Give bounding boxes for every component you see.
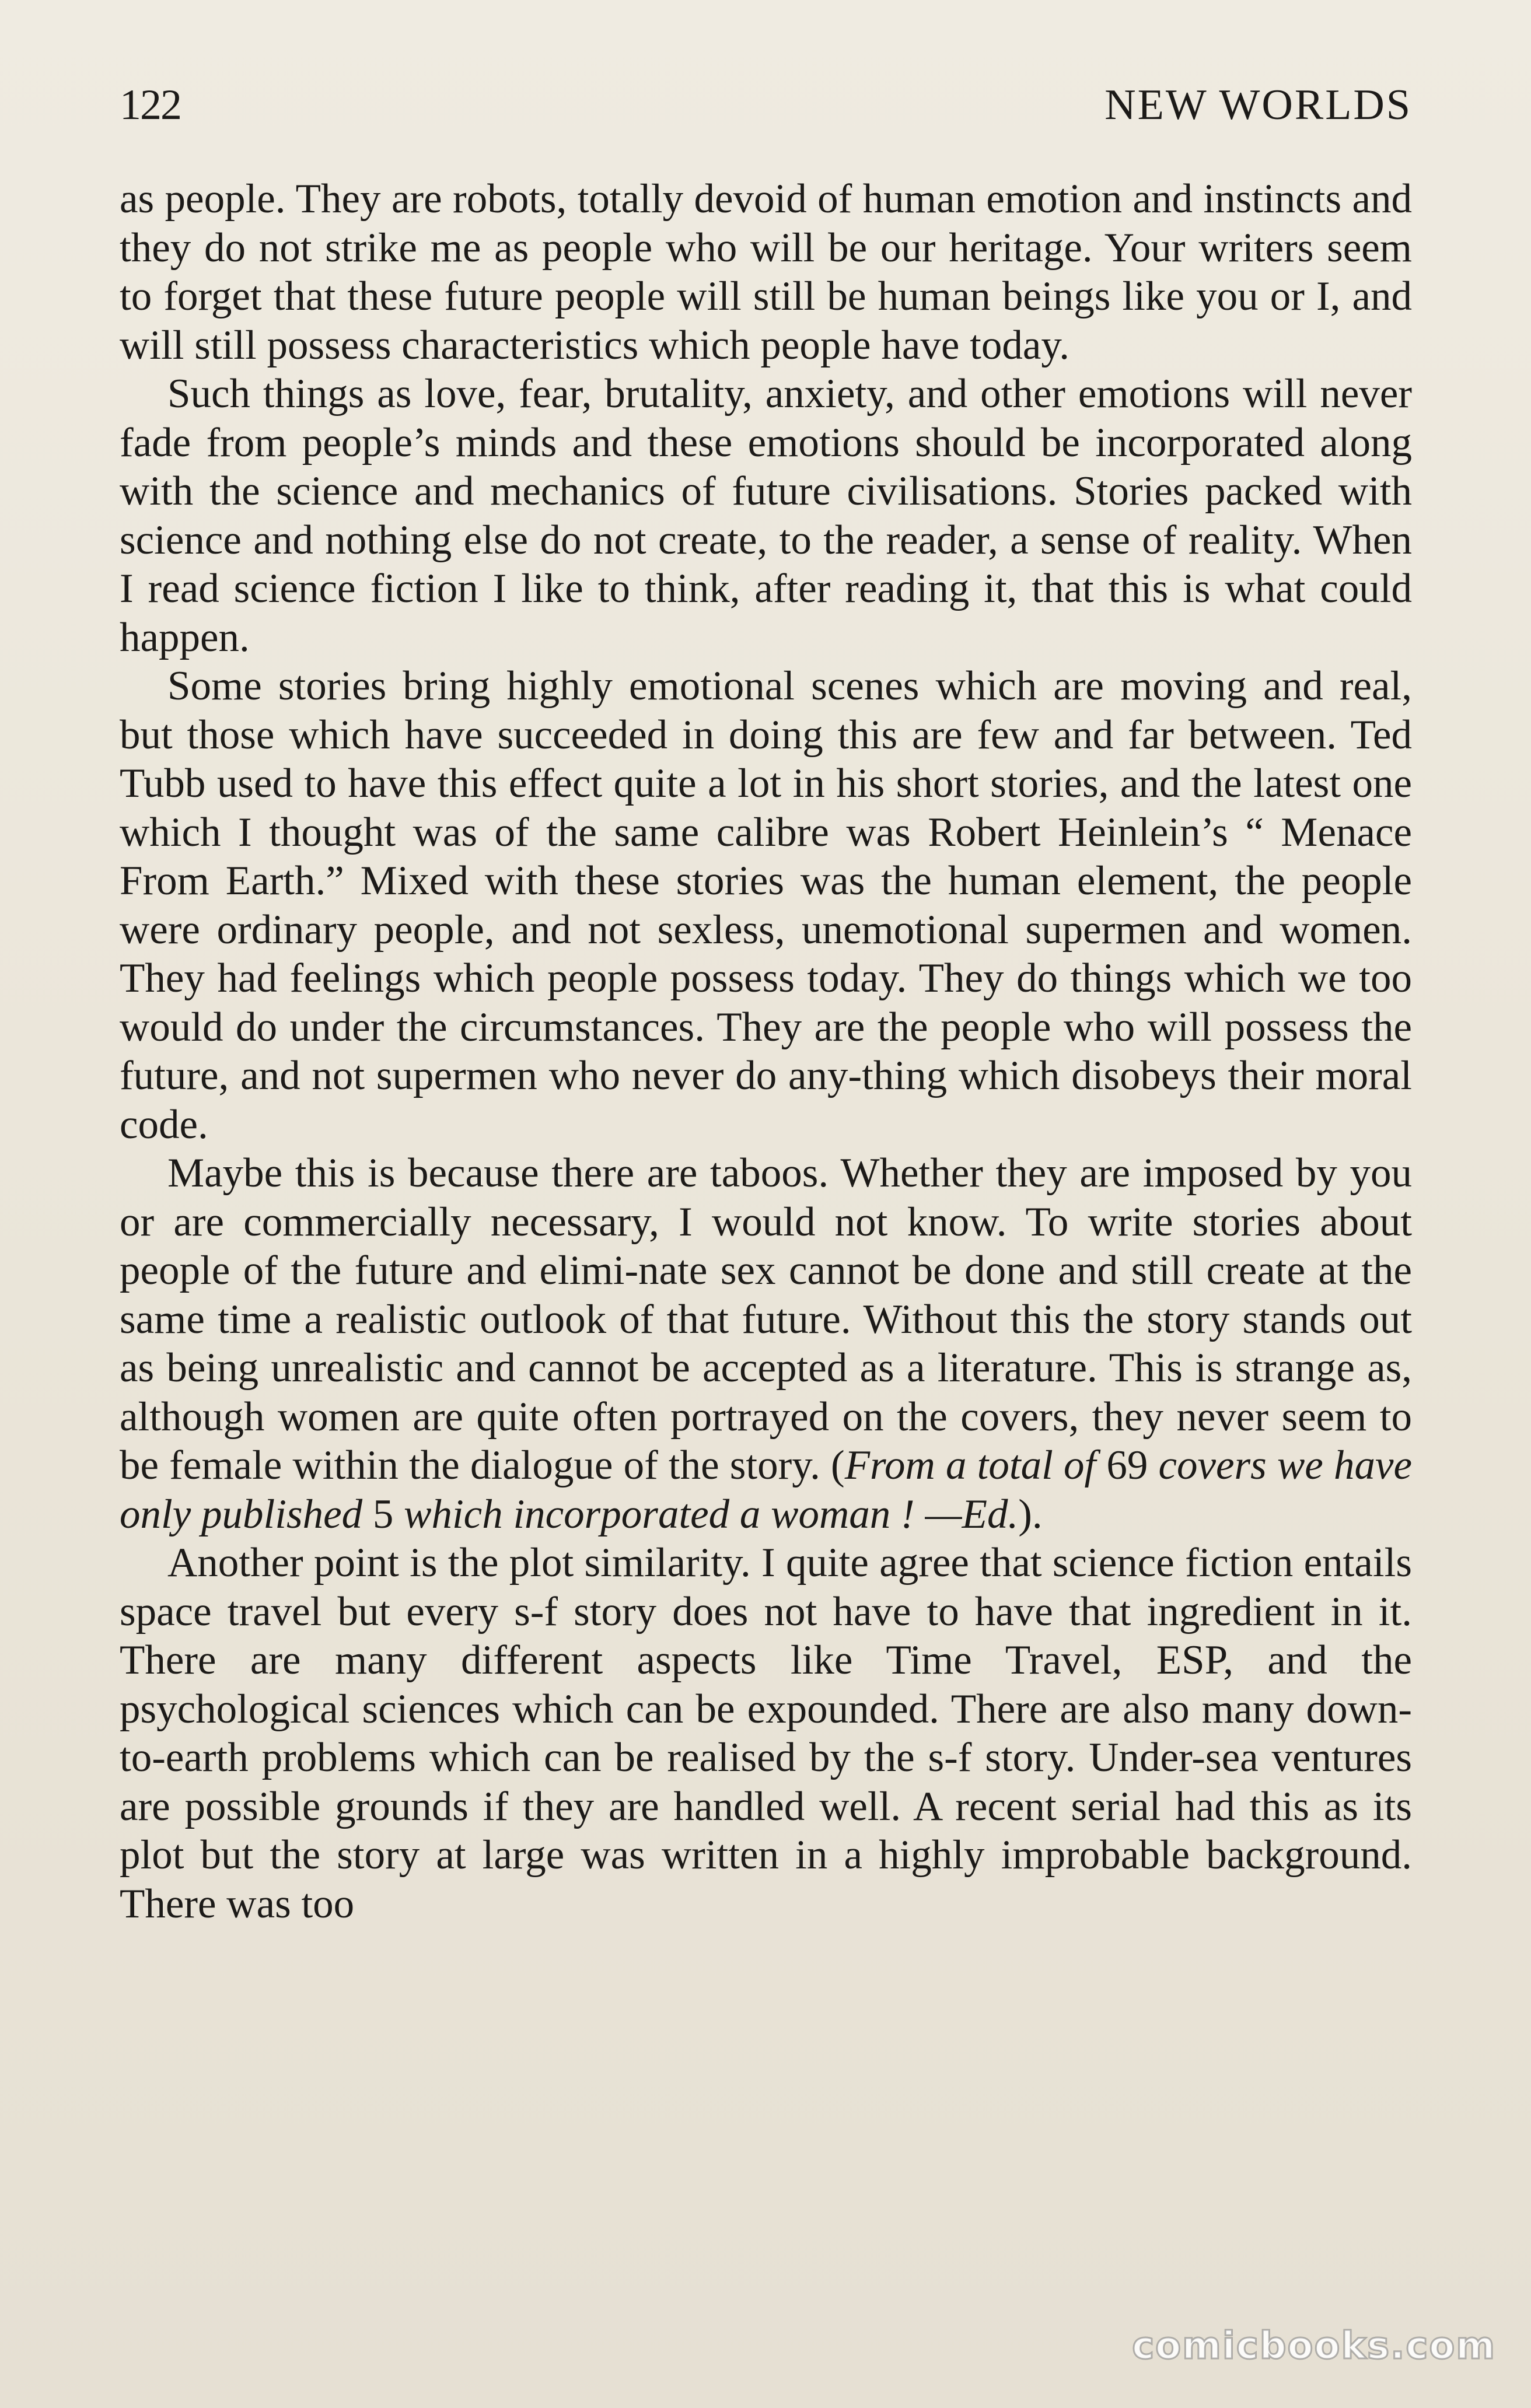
letter-body: [120, 175, 1412, 1929]
editor-note-number: 5: [362, 1491, 404, 1537]
editor-note-italic: From a total of: [844, 1443, 1096, 1488]
paragraph-plot-similarity: [120, 1539, 1412, 1929]
paragraph-text: Another point is the plot similarity. I quite agree that science fiction entails space travel but every s-f story does not have to have that ingredient in it. There are many different aspects like Time Travel, ESP, and the psychological sciences which can be expounded. There are also many down-to-earth problems which can be realised by the s-f story. Under-sea ventures are possible grounds if they are handled well. A recent serial had this as its plot but the story at large was written in a highly improbable background. There was too: [120, 1540, 1412, 1927]
paragraph-continuation: [120, 175, 1412, 370]
page-number: 122: [120, 81, 181, 129]
paragraph-text: as people. They are robots, totally devoid of human emotion and instincts and they do not strike me as people who will be our heritage. Your writers seem to forget that these future people will still be human beings like you or I, and will still possess characteristics which people have today.: [120, 176, 1412, 368]
editor-note-italic: which incorporated a woman ! —Ed.: [404, 1491, 1019, 1537]
watermark: comicbooks.com: [1132, 2325, 1496, 2368]
editor-note-open: (: [820, 1443, 845, 1488]
paragraph-text: Some stories bring highly emotional scenes which are moving and real, but those which have succeeded in doing this are few and far between. Ted Tubb used to have this effect quite a lot in his short stories, and the latest one which I thought was of the same calibre was Robert Heinlein’s “ Menace From Earth.” Mixed with these stories was the human element, the people were ordinary people, and not sexless, unemotional supermen and women. They had feelings which people possess today. They do things which we too would do under the circumstances. They are the people who will possess the future, and not supermen who never do any-thing which disobeys their moral code.: [120, 663, 1412, 1147]
paragraph-emotional-scenes: [120, 662, 1412, 1149]
editor-note-number: 69: [1096, 1443, 1159, 1488]
editor-note-italic: covers we have only published: [120, 1443, 1412, 1537]
paragraph-taboos: [120, 1149, 1412, 1539]
running-head: [120, 80, 1412, 133]
paragraph-text: Maybe this is because there are taboos. Whether they are imposed by you or are commercially necessary, I would not know. To write stories about people of the future and elimi-nate sex cannot be done and still create at the same time a realistic outlook of that future. Without this the story stands out as being unrealistic and cannot be accepted as a literature. This is strange as, although women are quite often portrayed on the covers, they never seem to be female within the dialogue of the story.: [120, 1150, 1412, 1488]
paragraph-text: Such things as love, fear, brutality, anxiety, and other emotions will never fade from people’s minds and these emotions should be incorporated along with the science and mechanics of future civilisations. Stories packed with science and nothing else do not create, to the reader, a sense of reality. When I read science fiction I like to think, after reading it, that this is what could happen.: [120, 371, 1412, 660]
editor-note-close: ).: [1018, 1491, 1043, 1537]
paragraph-emotions: [120, 370, 1412, 662]
journal-title: NEW WORLDS: [1104, 81, 1412, 129]
